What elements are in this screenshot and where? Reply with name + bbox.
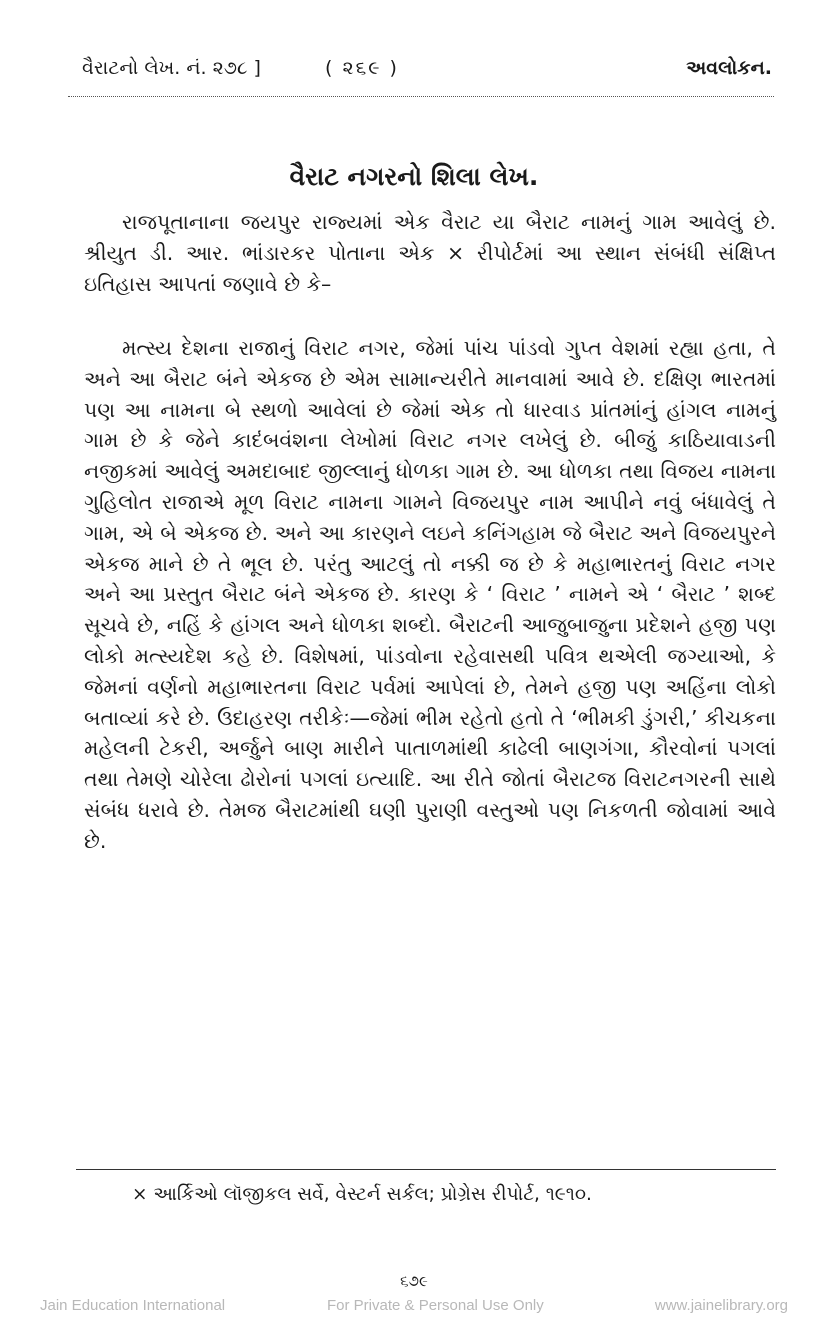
- running-head-left: વૈરાટનો લેખ. નં. ૨૭૮ ]: [82, 57, 261, 79]
- running-head-page-number: ( ૨૬૯ ): [325, 57, 399, 79]
- watermark-website-link[interactable]: www.jainelibrary.org: [654, 1297, 788, 1314]
- header-divider: [68, 96, 774, 97]
- footnote: × આર્કિઓ લૉજીકલ સર્વે, વેસ્ટર્ન સર્કલ; પ્રોગ્રેસ રીપોર્ટ, ૧૯૧૦.: [132, 1184, 592, 1205]
- watermark-publisher: Jain Education International: [40, 1297, 226, 1314]
- footnote-divider: [76, 1169, 776, 1170]
- watermark-usage-notice: For Private & Personal Use Only: [327, 1297, 544, 1314]
- running-head-section: અવલોકન.: [686, 57, 772, 79]
- paragraph-quote: મત્સ્ય દેશના રાજાનું વિરાટ નગર, જેમાં પાંચ પાંડવો ગુપ્ત વેશમાં રહ્યા હતા, તે અને આ બૈરાટ બંને એકજ છે એમ સામાન્યરીતે માનવામાં આવે છે. દક્ષિણ ભારતમાં પણ આ નામના બે સ્થળો આવેલાં છે જેમાં એક તો ધારવાડ પ્રાંતમાંનું હાંગલ નામનું ગામ છે કે જેને કાદંબવંશના લેખોમાં વિરાટ નગર લખેલું છે. બીજું કાઠિયાવાડની નજીકમાં આવેલું અમદાબાદ જીલ્લાનું ધોળકા ગામ છે. આ ધોળકા તથા વિજય નામના ગુહિલોત રાજાએ મૂળ વિરાટ નામના ગામને વિજયપુર નામ આપીને નવું બંધાવેલું તે ગામ, એ બે એકજ છે. અને આ કારણને લઇને કનિંગહામ જે બૈરાટ અને વિજયપુરને એકજ માને છે તે ભૂલ છે. પરંતુ આટલું તો નક્કી જ છે કે મહાભારતનું વિરાટ નગર અને આ પ્રસ્તુત બૈરાટ બંને એકજ છે. કારણ કે ‘ વિરાટ ’ નામને એ ‘ બૈરાટ ’ શબ્દ સૂચવે છે, નહિં કે હાંગલ અને ધોળકા શબ્દો. બૈરાટની આજુબાજુના પ્રદેશને હજી પણ લોકો મત્સ્યદેશ કહે છે. વિશેષમાં, પાંડવોના રહેવાસથી પવિત્ર થએલી જગ્યાઓ, કે જેમનાં વર્ણનો મહાભારતના વિરાટ પર્વમાં આપેલાં છે, તેમને હજી પણ અહિંના લોકો બતાવ્યાં કરે છે. ઉદાહરણ તરીકેઃ—જેમાં ભીમ રહેતો હતો તે ‘ભીમકી ડુંગરી,’ કીચકના મહેલની ટેકરી, અર્જુને બાણ મારીને પાતાળમાંથી કાઢેલી બાણગંગા, કૌરવોનાં પગલાં તથા તેમણે ચોરેલા ઢોરોનાં પગલાં ઇત્યાદિ. આ રીતે જોતાં બૈરાટજ વિરાટનગરની સાથે સંબંધ ધરાવે છે. તેમજ બૈરાટમાંથી ઘણી પુરાણી વસ્તુઓ પણ નિકળતી જોવામાં આવે છે.: [84, 336, 776, 853]
- paragraph-intro: રાજપૂતાનાના જયપુર રાજ્યમાં એક વૈરાટ યા બૈરાટ નામનું ગામ આવેલું છે. શ્રીયુત ડી. આર. ભાંડારકર પોતાના એક × રીપોર્ટમાં આ સ્થાન સંબંધી સંક્ષિપ્ત ઇતિહાસ આપતાં જણાવે છે કે–: [84, 210, 776, 296]
- page-number: ૬૭૯: [400, 1272, 428, 1290]
- running-head: [82, 48, 772, 88]
- article-title: વૈરાટ નગરનો શિલા લેખ.: [289, 161, 539, 191]
